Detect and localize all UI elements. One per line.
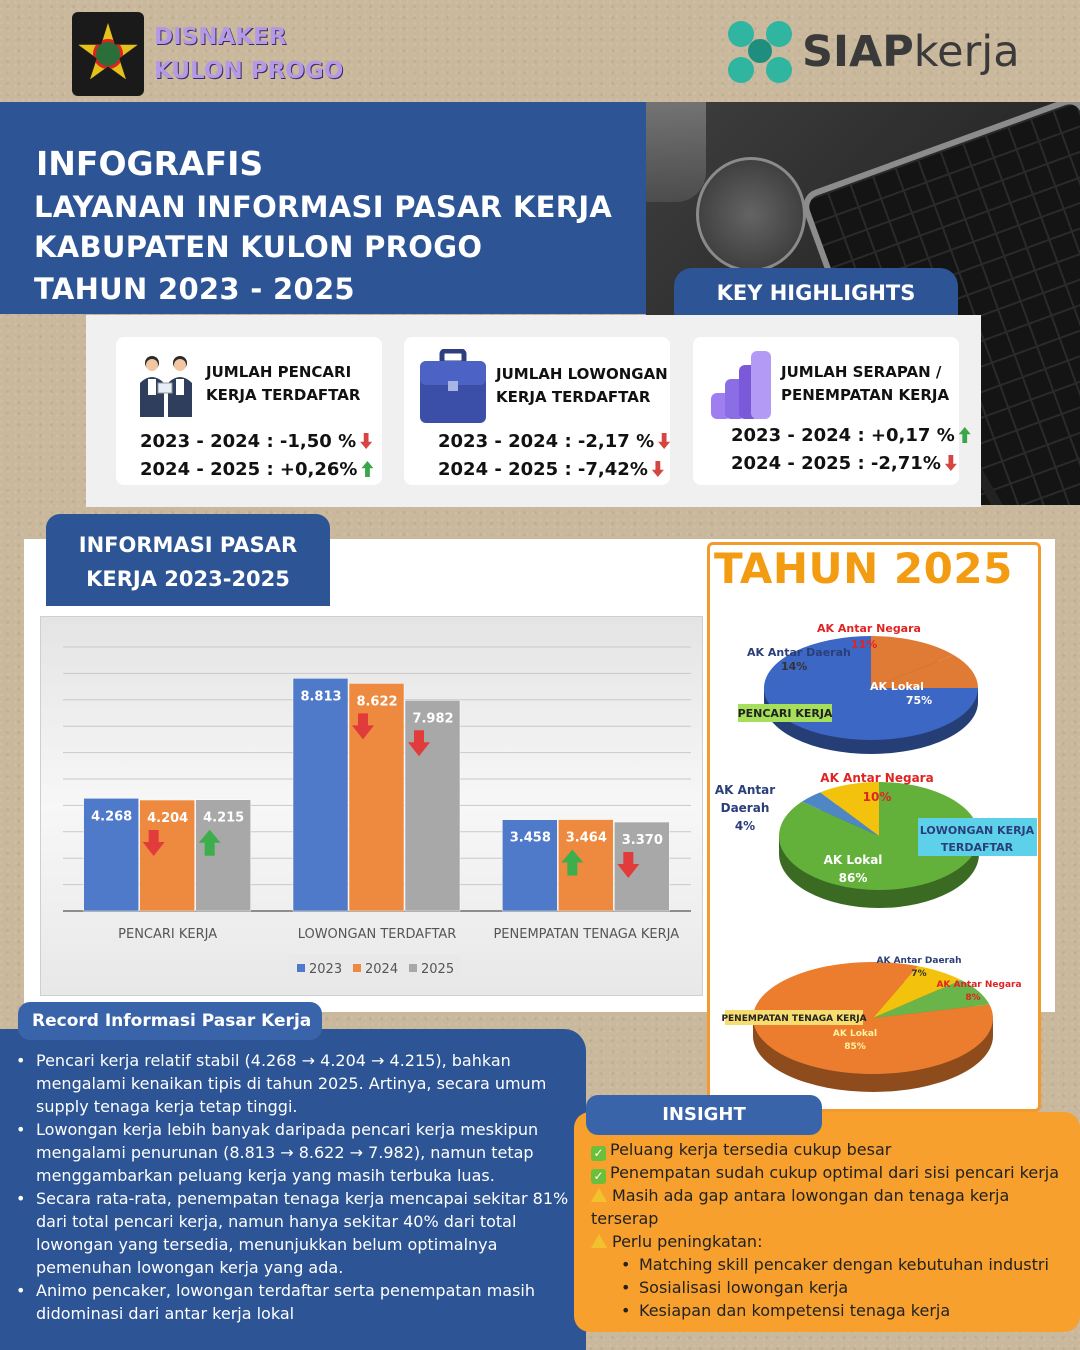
pie-value: 4%: [734, 819, 756, 833]
insight-sublist: [591, 1253, 1071, 1322]
insight-subitem: • Kesiapan dan kompetensi tenaga kerja: [621, 1299, 1071, 1322]
pie-label: AK Antar Daerah: [747, 646, 851, 659]
data-label: 4.215: [203, 810, 245, 826]
title-line2: LAYANAN INFORMASI PASAR KERJA: [34, 190, 613, 224]
pie-tag: LOWONGAN KERJA: [919, 824, 1035, 837]
card-label-line2: KERJA TERDAFTAR: [206, 386, 361, 404]
org-name-line1: DISNAKER: [154, 24, 287, 50]
pie-label: AK Lokal: [823, 853, 883, 867]
org-name: [154, 20, 343, 88]
pie-chart: [721, 956, 1021, 1092]
stat-row: 2024 - 2025 : +0,26%: [140, 459, 373, 480]
pie-label: AK Lokal: [832, 1029, 878, 1039]
highlights-panel: [86, 315, 981, 507]
legend-label: 2025: [421, 962, 455, 977]
bar-growth-icon: [709, 349, 775, 421]
title-band: [0, 102, 646, 314]
siapkerja-wordmark: SIAPkerja: [802, 27, 1020, 77]
insight-item: Masih ada gap antara lowongan dan tenaga kerja terserap: [591, 1186, 1010, 1228]
category-label: PENEMPATAN TENAGA KERJA: [493, 927, 680, 942]
disnaker-logo: [72, 12, 144, 96]
pie-value: 7%: [911, 969, 927, 979]
stat-row: 2024 - 2025 : -7,42%: [438, 459, 664, 480]
card-label-line1: JUMLAH LOWONGAN: [496, 365, 668, 383]
data-label: 8.622: [356, 694, 398, 710]
pie-chart: [715, 771, 1037, 908]
warning-icon: [591, 1234, 607, 1248]
down-arrow-icon: [652, 461, 664, 477]
highlight-card-placements: [693, 337, 959, 485]
highlight-card-job-seekers: [116, 337, 382, 485]
card-label-line1: JUMLAH SERAPAN /: [781, 363, 942, 381]
down-arrow-icon: [945, 455, 957, 471]
pie-value: 14%: [781, 660, 808, 673]
pie-label: AK Antar Daerah: [876, 956, 962, 966]
legend: [289, 955, 461, 983]
data-label: 7.982: [412, 711, 454, 727]
pie-value: 85%: [844, 1042, 866, 1052]
pie-tag: PENCARI KERJA: [737, 707, 833, 720]
up-arrow-icon: [361, 461, 373, 477]
legend-swatch: [353, 964, 361, 972]
section-tab: [46, 514, 330, 606]
check-icon: ✓: [591, 1146, 606, 1161]
warning-icon: [591, 1188, 607, 1202]
data-label: 3.370: [621, 833, 663, 849]
section-tab-line2: KERJA 2023-2025: [86, 567, 290, 591]
pie-value: 8%: [965, 993, 981, 1003]
pie-value: 75%: [905, 694, 933, 707]
pie-tag: TERDAFTAR: [940, 841, 1014, 854]
pie-label: AK Lokal: [870, 680, 924, 693]
record-tab: Record Informasi Pasar Kerja: [18, 1002, 322, 1040]
insight-item: ✓ Peluang kerja tersedia cukup besar: [591, 1138, 1071, 1161]
insight-subitem: • Matching skill pencaker dengan kebutuhan industri: [621, 1253, 1071, 1276]
star-emblem-icon: [77, 23, 139, 85]
title-line4: TAHUN 2023 - 2025: [34, 272, 355, 306]
highlight-card-vacancies: [404, 337, 670, 485]
title-line1: INFOGRAFIS: [36, 144, 264, 183]
legend-swatch: [409, 964, 417, 972]
data-label: 4.204: [147, 811, 189, 827]
pie-label: AK Antar Negara: [820, 771, 934, 785]
stat-row: 2023 - 2024 : -2,17 %: [438, 431, 670, 452]
data-label: 4.268: [91, 809, 133, 825]
card-label-line2: PENEMPATAN KERJA: [781, 386, 950, 404]
pie-panel-title: TAHUN 2025: [714, 544, 1013, 593]
card-label-line2: KERJA TERDAFTAR: [496, 388, 651, 406]
card-label-line1: JUMLAH PENCARI: [206, 363, 352, 381]
down-arrow-icon: [360, 433, 372, 449]
org-name-line2: KULON PROGO: [154, 58, 344, 84]
bar-2024: [349, 683, 404, 911]
pie-value: 10%: [862, 790, 892, 804]
pie-charts: [707, 600, 1041, 1110]
data-label: 3.464: [565, 830, 607, 846]
stat-row: 2024 - 2025 : -2,71%: [731, 453, 957, 474]
siapkerja-logo: [726, 16, 1026, 88]
bar-chart: [41, 617, 704, 997]
record-item: • Pencari kerja relatif stabil (4.268 → 4.204 → 4.215), bahkan mengalami kenaikan tipis di tahun 2025. Artinya, secara umum supply tenaga kerja tetap tinggi.: [16, 1049, 576, 1118]
legend-label: 2023: [309, 962, 343, 977]
pie-chart: [738, 622, 978, 754]
briefcase-icon: [418, 349, 488, 429]
siapkerja-icon: [726, 17, 796, 87]
pie-label: AK Antar: [714, 783, 776, 797]
insight-tab: INSIGHT: [586, 1095, 822, 1135]
stat-row: 2023 - 2024 : -1,50 %: [140, 431, 372, 452]
legend-swatch: [297, 964, 305, 972]
record-list: [16, 1049, 576, 1325]
insight-item: Perlu peningkatan:: [591, 1230, 1071, 1253]
pie-label: Daerah: [720, 801, 770, 815]
pie-label: AK Antar Negara: [936, 980, 1022, 990]
bar-2023: [293, 678, 348, 911]
key-highlights-tab: KEY HIGHLIGHTS: [674, 268, 958, 318]
category-label: LOWONGAN TERDAFTAR: [297, 927, 457, 942]
stat-row: 2023 - 2024 : +0,17 %: [731, 425, 971, 446]
up-arrow-icon: [959, 427, 971, 443]
insight-subitem: • Sosialisasi lowongan kerja: [621, 1276, 1071, 1299]
down-arrow-icon: [658, 433, 670, 449]
legend-label: 2024: [365, 962, 399, 977]
check-icon: ✓: [591, 1169, 606, 1184]
data-label: 3.458: [509, 830, 551, 846]
record-item: • Animo pencaker, lowongan terdaftar serta penempatan masih didominasi dari antar kerja lokal: [16, 1279, 576, 1325]
job-seekers-icon: [134, 353, 200, 417]
insight-item: ✓ Penempatan sudah cukup optimal dari sisi pencari kerja: [591, 1161, 1071, 1184]
category-label: PENCARI KERJA: [118, 927, 218, 942]
bar-chart-area: [40, 616, 703, 996]
record-item: • Secara rata-rata, penempatan tenaga kerja mencapai sekitar 81% dari total pencari kerja, namun hanya sekitar 40% dari total lowongan yang tersedia, menunjukkan belum optimalnya pemenuhan lowongan kerja yang ada.: [16, 1187, 576, 1279]
pie-tag: PENEMPATAN TENAGA KERJA: [721, 1014, 867, 1024]
pie-value: 86%: [838, 871, 868, 885]
pie-value: 11%: [851, 638, 878, 651]
bar-2025: [405, 700, 460, 911]
record-item: • Lowongan kerja lebih banyak daripada pencari kerja meskipun mengalami penurunan (8.813 → 8.622 → 7.982), namun tetap menggambarkan peluang kerja yang masih terbuka luas.: [16, 1118, 576, 1187]
insight-list: [591, 1138, 1071, 1322]
pie-label: AK Antar Negara: [817, 622, 921, 635]
section-tab-line1: INFORMASI PASAR: [78, 533, 298, 557]
data-label: 8.813: [300, 689, 342, 705]
title-line3: KABUPATEN KULON PROGO: [34, 230, 483, 264]
